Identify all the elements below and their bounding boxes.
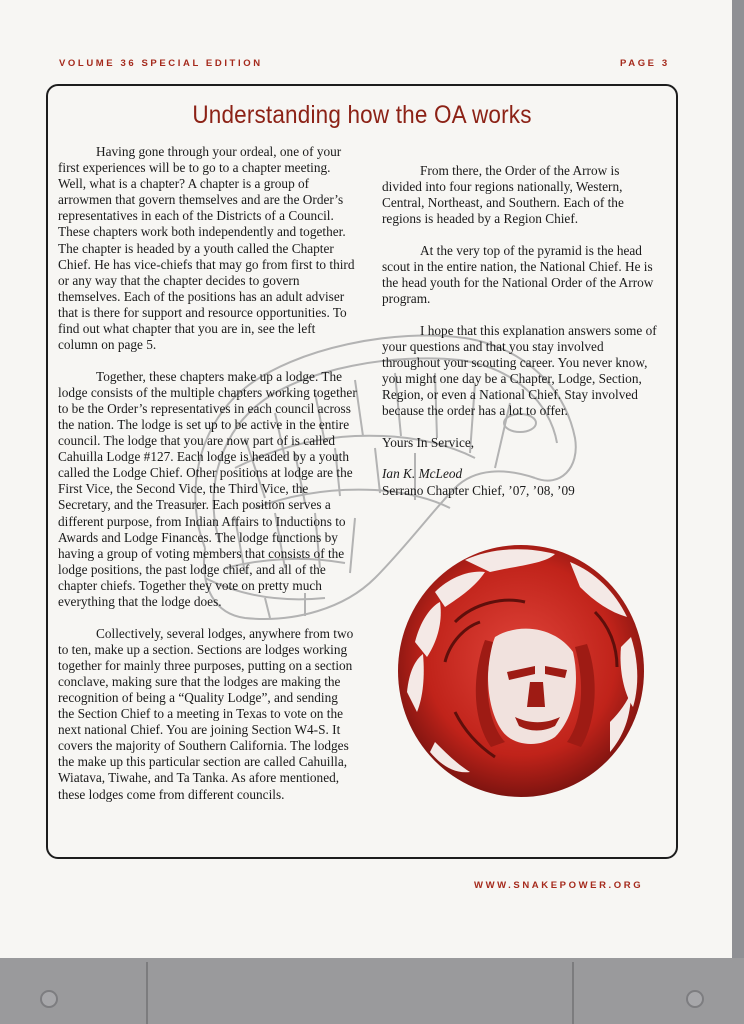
article-paragraph: Together, these chapters make up a lodge. The lodge consists of the multiple chapters working together to be the Order’s representatives in each council across the nation. The lodge is set up to be active in the entire council. The lodge that you are now part of is called Cahuilla Lodge #127. Each lodge is headed by a youth called the Lodge Chief. Other positions at lodge are the First Vice, the Second Vice, the Third Vice, the Secretary, and the Treasurer. Each position serves a different purpose, from Indian Affairs to Inductions to Awards and Lodge Finances. The lodge functions by having a group of voting members that consists of the lodge positions, the past lodge chief, and all of the chapter chiefs. Together they vote on pretty much everything that the lodge does. [58,368,357,610]
article-paragraph: I hope that this explanation answers some of your questions and that you stay involved throughout your scouting career. You never know, you might one day be a Chapter, Lodge, Section, Region, or even a National Chief. Stay involved because the order has a lot to offer. [382,322,657,419]
binder-hole [686,990,704,1008]
scanner-bed [0,958,744,1024]
page-number: PAGE 3 [620,58,670,69]
chief-emblem-image [395,542,647,800]
article-paragraph: From there, the Order of the Arrow is divided into four regions nationally, Western, Central, Northeast, and Southern. Each of the regions is headed by a Region Chief. [382,163,624,227]
left-column [58,144,357,818]
binder-hole [40,990,58,1008]
scanner-edge [732,0,744,1024]
signature-name: Ian K. McLeod [382,466,463,482]
signature-title: Serrano Chapter Chief, ’07, ’08, ’09 [382,482,575,498]
right-column [382,163,661,514]
scanner-divider [146,962,148,1024]
website-footer: WWW.SNAKEPOWER.ORG [474,880,644,891]
signature-block [382,466,661,498]
article-paragraph: At the very top of the pyramid is the head scout in the entire nation, the National Chief. He is the head youth for the National Order of the Arrow program. [382,242,654,307]
article-paragraph: Having gone through your ordeal, one of your first experiences will be to go to a chapter meeting. Well, what is a chapter? A chapter is a group of arrowmen that govern themselves and are the Order’s representatives in each of the Districts of a Council. These chapters work both independently and together. The chapter is headed by a youth called the Chapter Chief. He has vice-chiefs that may go from first to third or any way that the chapter decides to govern themselves. Each of the positions has an adult adviser that is there for support and resource opportunities. To find out what chapter that you are in, see the left column on page 5. [58,144,355,353]
scanner-divider [572,962,574,1024]
article-title: Understanding how the OA works [192,101,532,129]
edition-header: VOLUME 36 SPECIAL EDITION [59,58,263,69]
article-paragraph: Collectively, several lodges, anywhere from two to ten, make up a section. Sections are lodges working together for mainly three purposes, putting on a section conclave, making sure that the lodges are making the recognition of being a “Quality Lodge”, and sending the Section Chief to a meeting in Texas to vote on the next national Chief. You are joining Section W4-S. It covers the majority of Southern California. The lodges the make up this particular section are called Cahuilla, Wiatava, Tiwahe, and Ta Tanka. As afore mentioned, these lodges come from different councils. [58,625,354,802]
closing-line: Yours In Service, [382,434,475,450]
